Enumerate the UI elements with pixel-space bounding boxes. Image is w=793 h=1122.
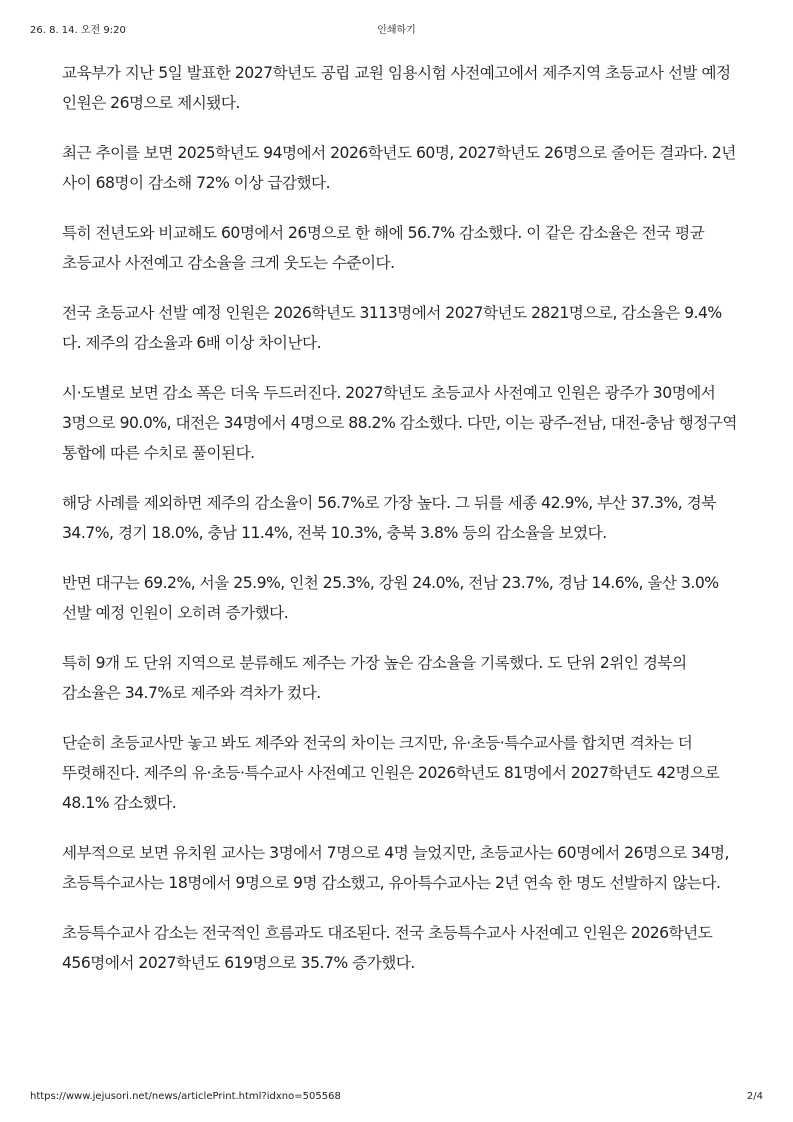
article-paragraph: 시·도별로 보면 감소 폭은 더욱 두드러진다. 2027학년도 초등교사 사전예고 인원은 광주가 30명에서 3명으로 90.0%, 대전은 34명에서 4명으로 88.2% 감소했다. 다만, 이는 광주-전남, 대전-충남 행정구역 통합에 따른 수치로 풀이된다. <box>62 384 737 462</box>
article-paragraph: 단순히 초등교사만 놓고 봐도 제주와 전국의 차이는 크지만, 유·초등·특수교사를 합치면 격차는 더 뚜렷해진다. 제주의 유·초등·특수교사 사전예고 인원은 2026학년도 81명에서 2027학년도 42명으로 48.1% 감소했다. <box>62 734 720 812</box>
article-paragraph: 전국 초등교사 선발 예정 인원은 2026학년도 3113명에서 2027학년도 2821명으로, 감소율은 9.4%다. 제주의 감소율과 6배 이상 차이난다. <box>62 304 722 352</box>
page-number: 2/4 <box>746 1091 763 1102</box>
article-paragraph: 교육부가 지난 5일 발표한 2027학년도 공립 교원 임용시험 사전예고에서 제주지역 초등교사 선발 예정 인원은 26명으로 제시됐다. <box>62 64 731 112</box>
print-title: 인쇄하기 <box>377 25 416 36</box>
print-url: https://www.jejusori.net/news/articlePrint.html?idxno=505568 <box>30 1091 341 1102</box>
article-paragraph: 특히 9개 도 단위 지역으로 분류해도 제주는 가장 높은 감소율을 기록했다. 도 단위 2위인 경북의 감소율은 34.7%로 제주와 격차가 컸다. <box>62 654 687 702</box>
article-paragraph: 최근 추이를 보면 2025학년도 94명에서 2026학년도 60명, 2027학년도 26명으로 줄어든 결과다. 2년 사이 68명이 감소해 72% 이상 급감했다. <box>62 144 736 192</box>
print-footer <box>30 1091 763 1105</box>
article-paragraph: 반면 대구는 69.2%, 서울 25.9%, 인천 25.3%, 강원 24.0%, 전남 23.7%, 경남 14.6%, 울산 3.0% 선발 예정 인원이 오히려 증가했다. <box>62 574 719 622</box>
article-paragraph: 특히 전년도와 비교해도 60명에서 26명으로 한 해에 56.7% 감소했다. 이 같은 감소율은 전국 평균 초등교사 사전예고 감소율을 크게 웃도는 수준이다. <box>62 224 705 272</box>
article-paragraph: 초등특수교사 감소는 전국적인 흐름과도 대조된다. 전국 초등특수교사 사전예고 인원은 2026학년도 456명에서 2027학년도 619명으로 35.7% 증가했다. <box>62 924 713 972</box>
article-paragraph: 세부적으로 보면 유치원 교사는 3명에서 7명으로 4명 늘었지만, 초등교사는 60명에서 26명으로 34명, 초등특수교사는 18명에서 9명으로 9명 감소했고, 유아특수교사는 2년 연속 한 명도 선발하지 않는다. <box>62 844 730 892</box>
print-header <box>30 21 763 35</box>
article-body <box>62 58 738 998</box>
article-paragraph: 해당 사례를 제외하면 제주의 감소율이 56.7%로 가장 높다. 그 뒤를 세종 42.9%, 부산 37.3%, 경북 34.7%, 경기 18.0%, 충남 11.4%, 전북 10.3%, 충북 3.8% 등의 감소율을 보였다. <box>62 494 716 542</box>
print-datetime: 26. 8. 14. 오전 9:20 <box>30 25 126 36</box>
